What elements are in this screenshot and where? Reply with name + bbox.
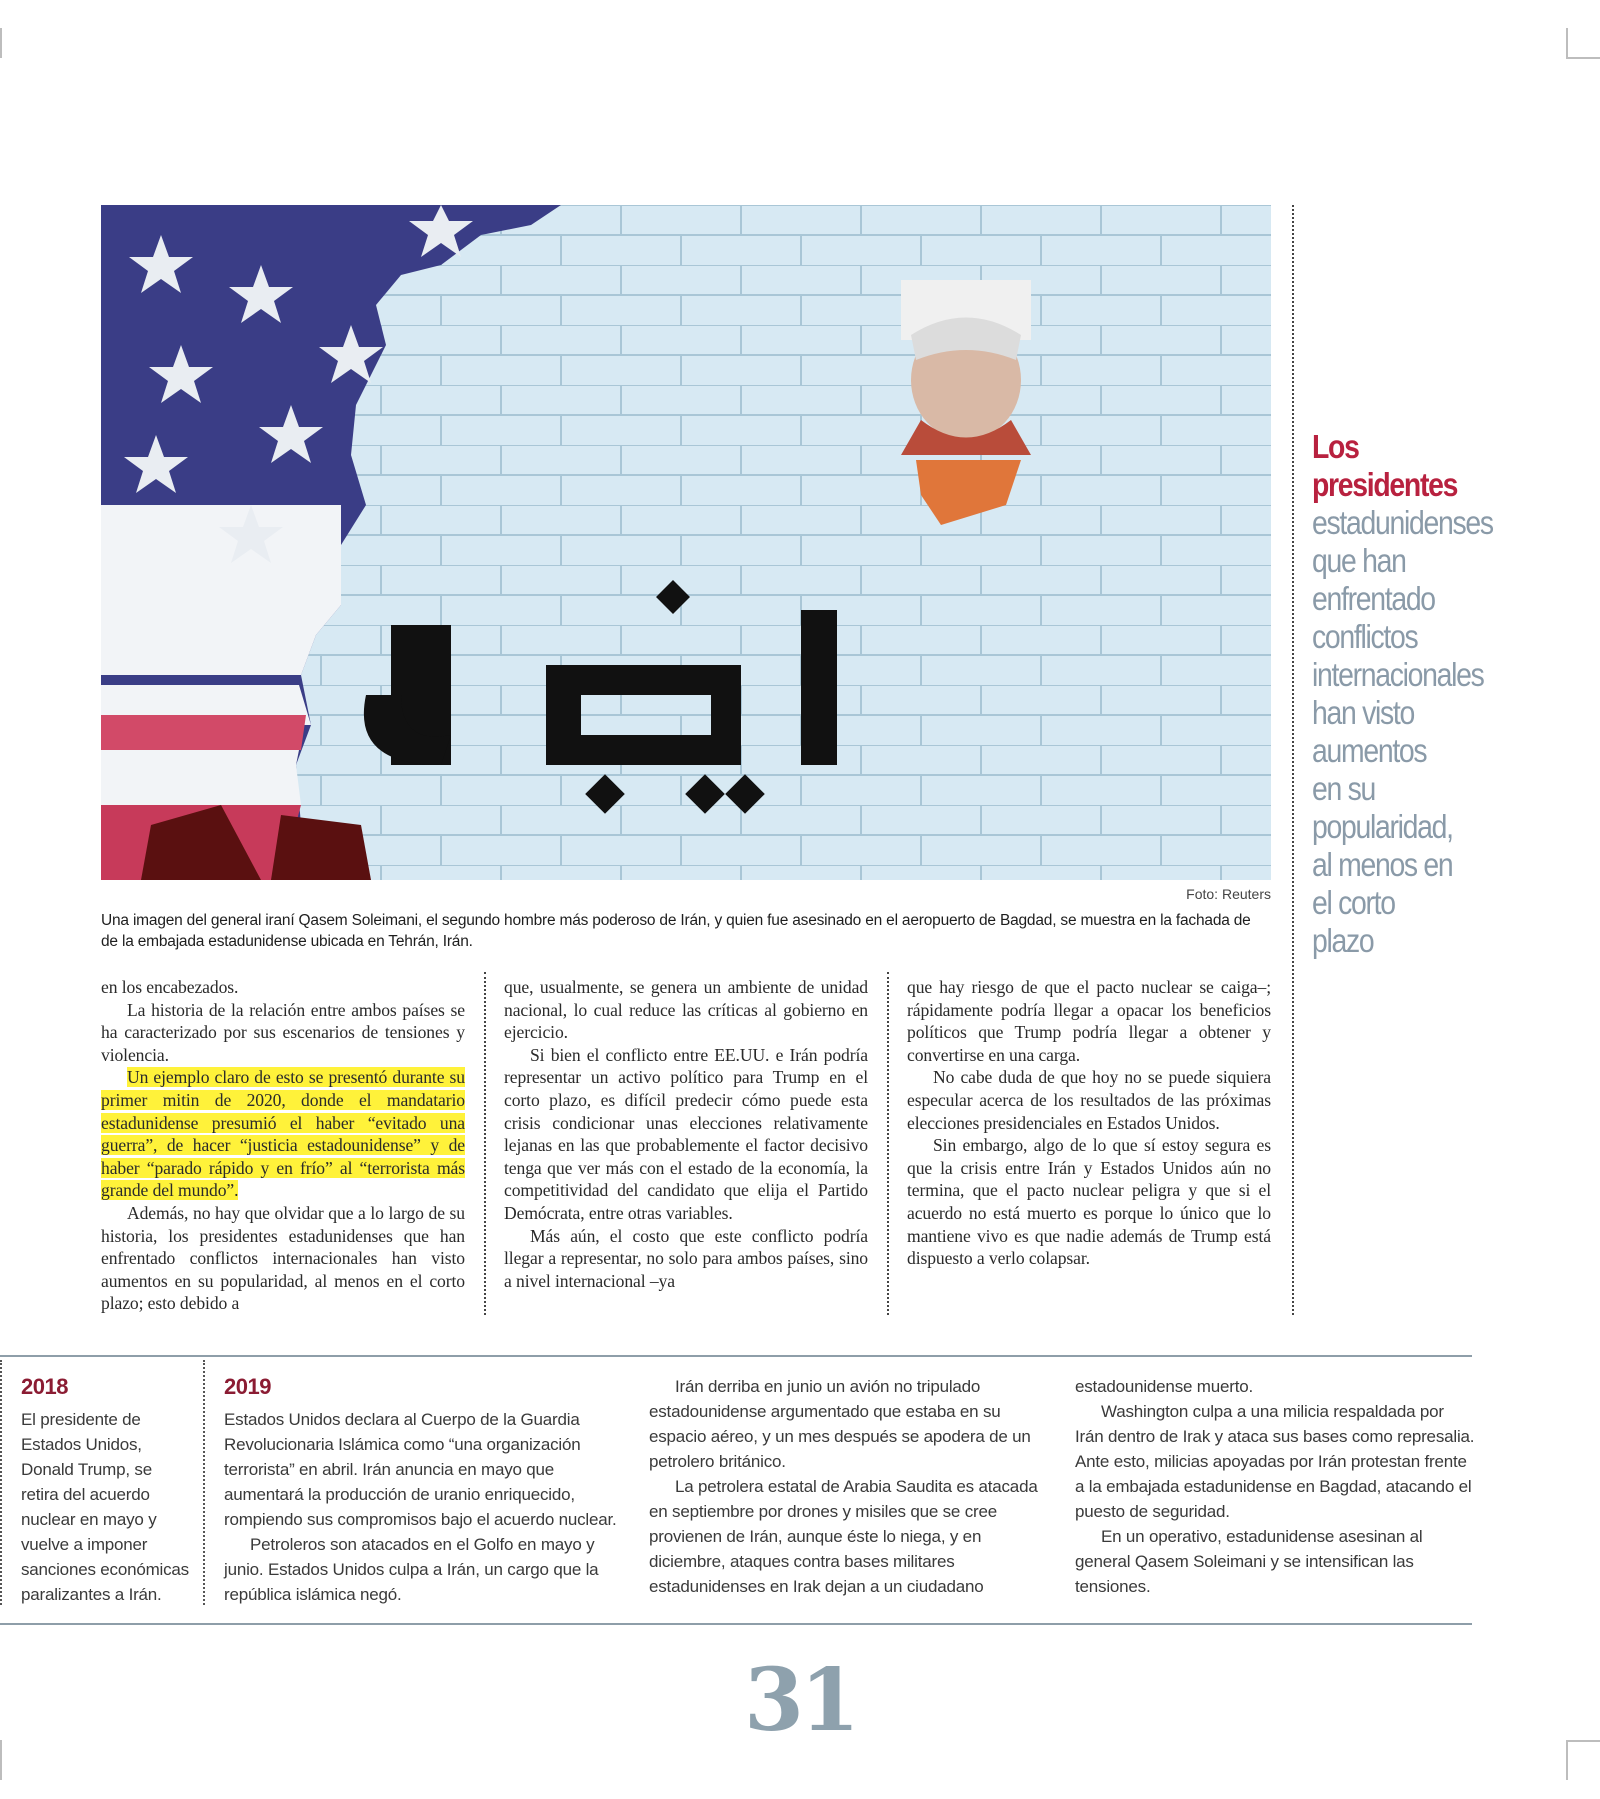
timeline-separator (203, 1360, 205, 1605)
column-separator (484, 972, 486, 1315)
column-separator (887, 972, 889, 1315)
paragraph: Más aún, el costo que este conflicto podría llegar a representar, no solo para ambos países, sino a nivel internacional –ya (504, 1225, 868, 1291)
photo-credit: Foto: Reuters (1186, 886, 1271, 902)
timeline-entry: La petrolera estatal de Arabia Saudita es atacada en septiembre por drones y misiles que se cree provienen de Irán, aunque éste lo niega, y en diciembre, ataques contra bases militares estadunidenses en Irak dejan a un ciudadano (649, 1477, 1038, 1596)
timeline-2018 (21, 1374, 189, 1607)
paragraph: Si bien el conflicto entre EE.UU. e Irán podría representar un activo político para Trump en el corto plazo, es difícil predecir cómo puede esta crisis condicionar unas elecciones relativamente lejanas en las que probablemente el factor decisivo tenga que ver más con el estado de la economía, la competitividad del candidato que elija el Partido Demócrata, entre otras variables. (504, 1044, 868, 1223)
timeline-2019 (224, 1374, 624, 1607)
paragraph: Además, no hay que olvidar que a lo largo de su historia, los presidentes estadunidenses que han enfrentado conflictos internacionales han visto aumentos en su popularidad, al menos en el corto plazo; esto debido a (101, 1202, 465, 1314)
page-number: 31 (744, 1650, 856, 1751)
pull-quote (1312, 428, 1493, 960)
pull-quote-text: estadunidenses que han enfrentado conflictos internacionales han visto aumentos en su popularidad, al menos en el corto plazo (1312, 504, 1493, 959)
timeline-entry: Irán derriba en junio un avión no tripulado estadounidense argumentado que estaba en su espacio aéreo, y un mes después se apodera de un petrolero británico. (649, 1377, 1031, 1471)
paragraph: No cabe duda de que hoy no se puede siquiera especular acerca de los resultados de las próximas elecciones presidenciales en Estados Unidos. (907, 1067, 1271, 1133)
pullquote-separator (1292, 205, 1294, 1315)
paragraph: La historia de la relación entre ambos países se ha caracterizado por sus escenarios de tensiones y violencia. (101, 999, 465, 1065)
highlighted-paragraph: Un ejemplo claro de esto se presentó durante su primer mitin de 2020, donde el mandatario estadunidense presumió el haber “evitado una guerra”, de hacer “justicia estadounidense” y de haber “parado rápido y en frío” al “terrorista más grande del mundo”. (101, 1067, 465, 1201)
timeline-entry: En un operativo, estadunidense asesinan al general Qasem Soleimani y se intensifican las tensiones. (1075, 1527, 1423, 1596)
crop-mark (1566, 28, 1568, 58)
article-column-2 (504, 976, 868, 1292)
timeline-year: 2019 (224, 1374, 271, 1399)
article-photo (101, 205, 1271, 880)
paragraph: en los encabezados. (101, 977, 239, 997)
timeline-entry: Washington culpa a una milicia respaldada por Irán dentro de Irak y ataca sus bases como represalia. Ante esto, milicias apoyadas por Irán protestan frente a la embajada estadunidense en Bagdad, atacando el puesto de seguridad. (1075, 1402, 1475, 1521)
timeline-entry: Petroleros son atacados en el Golfo en mayo y junio. Estados Unidos culpa a Irán, un cargo que la república islámica negó. (224, 1535, 599, 1604)
timeline-entry: El presidente de Estados Unidos, Donald Trump, se retira del acuerdo nuclear en mayo y vuelve a imponer sanciones económicas paralizantes a Irán. (21, 1410, 189, 1604)
article-column-1 (101, 976, 465, 1315)
timeline-column-3 (649, 1374, 1044, 1599)
photo-caption: Una imagen del general iraní Qasem Soleimani, el segundo hombre más poderoso de Irán, y quien fue asesinado en el aeropuerto de Bagdad, se muestra en la fachada de de la embajada estadunidense ubicada en Tehrán, Irán. (101, 912, 1251, 950)
timeline-bottom-rule (0, 1623, 1472, 1625)
crop-mark (1566, 57, 1600, 59)
timeline-top-rule (0, 1355, 1472, 1357)
timeline-year: 2018 (21, 1374, 68, 1399)
paragraph: que hay riesgo de que el pacto nuclear se caiga–; rápidamente podría llegar a opacar los beneficios políticos que Trump podría llegar a obtener y convertirse en una carga. (907, 977, 1271, 1065)
timeline-column-4 (1075, 1374, 1475, 1599)
timeline-separator (0, 1360, 2, 1605)
pull-quote-accent: Los presidentes (1312, 428, 1458, 503)
paragraph: que, usualmente, se genera un ambiente de unidad nacional, lo cual reduce las críticas al gobierno en ejercicio. (504, 977, 868, 1043)
paragraph: Sin embargo, algo de lo que sí estoy segura es que la crisis entre Irán y Estados Unidos aún no termina, que el pacto nuclear peligra y que si el acuerdo no está muerto es porque lo único que lo mantiene vivo es que nadie además de Trump está dispuesto a verlo colapsar. (907, 1135, 1271, 1269)
article-column-3 (907, 976, 1271, 1270)
timeline-entry: Estados Unidos declara al Cuerpo de la Guardia Revolucionaria Islámica como “una organización terrorista” en abril. Irán anuncia en mayo que aumentará la producción de uranio enriquecido, rompiendo sus compromisos bajo el acuerdo nuclear. (224, 1410, 617, 1529)
timeline-entry: estadounidense muerto. (1075, 1377, 1254, 1396)
wall-mural-illustration (101, 205, 1271, 880)
crop-mark (0, 28, 2, 58)
